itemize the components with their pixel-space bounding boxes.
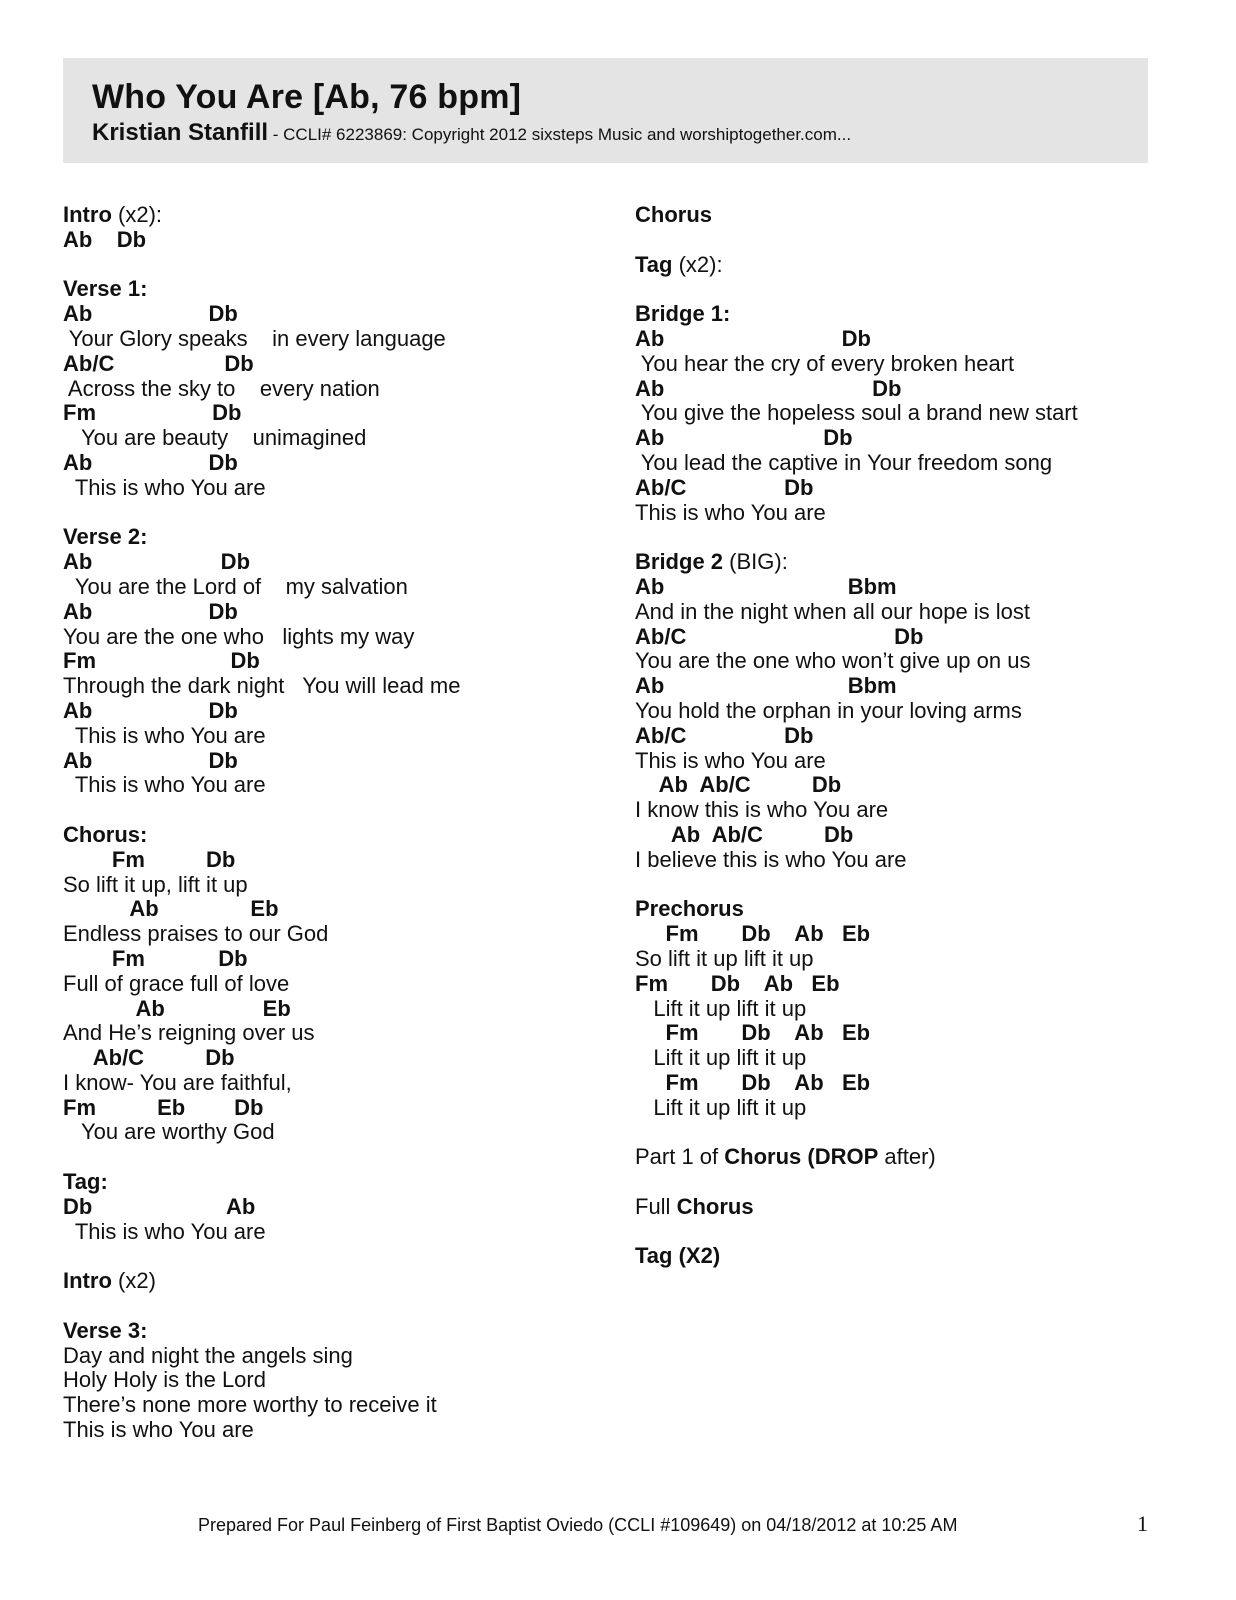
lyric-text: You lead the captive in Your freedom song xyxy=(635,449,1053,475)
chord-or-heading-text: Chorus xyxy=(676,1193,754,1219)
prepared-for-text: Prepared For Paul Feinberg of First Baptist Oviedo (CCLI #109649) on 04/18/2012 at 10:25 AM xyxy=(198,1515,958,1535)
lyric-text: This is who You are xyxy=(63,722,266,748)
chord-or-heading-text: Fm Db Ab Eb xyxy=(635,970,840,996)
lyric-text: You are the one who lights my way xyxy=(63,623,415,649)
chart-line xyxy=(63,947,603,972)
lyric-text: Across the sky to every nation xyxy=(63,375,380,401)
lyric-text: There’s none more worthy to receive it xyxy=(63,1392,437,1418)
lyric-text: (x2) xyxy=(111,1268,156,1294)
lyric-text: (x2): xyxy=(672,251,723,277)
chord-or-heading-text: Intro xyxy=(63,1268,112,1294)
lyric-text: I know this is who You are xyxy=(635,797,889,823)
chord-or-heading-text: Ab/C Db xyxy=(635,623,924,649)
chart-line xyxy=(63,897,603,922)
chord-or-heading-text: Verse 3: xyxy=(63,1317,148,1343)
chart-line xyxy=(635,1096,1195,1121)
chord-or-heading-text: Ab/C Db xyxy=(635,474,814,500)
chart-line xyxy=(63,823,603,848)
ccli-copyright: - CCLI# 6223869: Copyright 2012 sixsteps Music and worshiptogether.com... xyxy=(268,125,852,144)
chart-line xyxy=(635,749,1195,774)
chart-line xyxy=(635,1046,1195,1071)
chart-line xyxy=(63,1046,603,1071)
chart-line xyxy=(635,401,1195,426)
chart-line xyxy=(63,724,603,749)
chord-or-heading-text: Fm Eb Db xyxy=(63,1094,264,1120)
chart-line xyxy=(635,426,1195,451)
chart-line xyxy=(63,1021,603,1046)
chart-line xyxy=(635,922,1195,947)
lyric-text: Endless praises to our God xyxy=(63,921,329,947)
chart-line xyxy=(63,426,603,451)
chord-or-heading-text: Ab Eb xyxy=(63,995,291,1021)
lyric-text: You hold the orphan in your loving arms xyxy=(635,697,1022,723)
chart-line xyxy=(63,773,603,798)
chord-or-heading-text: Verse 2: xyxy=(63,524,148,550)
chart-line xyxy=(635,1195,1195,1220)
chord-or-heading-text: Bridge 1: xyxy=(635,301,731,327)
lyric-text: Lift it up lift it up xyxy=(635,1045,807,1071)
song-section xyxy=(635,1244,1195,1269)
chord-or-heading-text: Ab Bbm xyxy=(635,673,897,699)
chart-line xyxy=(63,1368,603,1393)
chart-line xyxy=(635,476,1195,501)
chord-or-heading-text: Ab Eb xyxy=(63,896,279,922)
chart-line xyxy=(635,674,1195,699)
song-section xyxy=(635,302,1195,525)
lyric-text: So lift it up, lift it up xyxy=(63,871,248,897)
chord-or-heading-text: Fm Db Ab Eb xyxy=(635,1069,871,1095)
lyric-text: Through the dark night You will lead me xyxy=(63,673,461,699)
chart-line xyxy=(63,649,603,674)
lyric-text: Lift it up lift it up xyxy=(635,995,807,1021)
chart-line xyxy=(635,1071,1195,1096)
song-author: Kristian Stanfill xyxy=(92,119,269,146)
chart-line xyxy=(635,972,1195,997)
chart-line xyxy=(63,997,603,1022)
chord-or-heading-text: Ab Db xyxy=(63,747,238,773)
chart-line xyxy=(635,625,1195,650)
chord-or-heading-text: Ab Db xyxy=(635,425,853,451)
lyric-text: This is who You are xyxy=(63,772,266,798)
chart-line xyxy=(63,600,603,625)
chord-or-heading-text: Prechorus xyxy=(635,896,744,922)
song-section xyxy=(635,253,1195,278)
chart-line xyxy=(63,327,603,352)
lyric-text: Lift it up lift it up xyxy=(635,1094,807,1120)
chart-line xyxy=(63,1344,603,1369)
lyric-text: This is who You are xyxy=(63,1218,266,1244)
chart-line xyxy=(63,625,603,650)
chart-line xyxy=(63,922,603,947)
chart-line xyxy=(63,749,603,774)
chord-or-heading-text: Tag (X2) xyxy=(635,1243,721,1269)
chart-line xyxy=(635,649,1195,674)
song-section xyxy=(635,203,1195,228)
lyric-text: Part 1 of xyxy=(635,1144,725,1170)
song-section xyxy=(63,525,603,798)
lyric-text: And He’s reigning over us xyxy=(63,1020,315,1046)
lyric-text: You give the hopeless soul a brand new start xyxy=(635,400,1078,426)
chord-or-heading-text: Ab Ab/C Db xyxy=(635,772,842,798)
chord-or-heading-text: Tag xyxy=(635,251,673,277)
chart-line xyxy=(63,302,603,327)
chart-line xyxy=(635,451,1195,476)
chart-line xyxy=(635,352,1195,377)
lyric-text: Your Glory speaks in every language xyxy=(63,325,446,351)
chart-line xyxy=(63,451,603,476)
chart-line xyxy=(635,897,1195,922)
chart-line xyxy=(635,997,1195,1022)
chart-line xyxy=(63,575,603,600)
chart-line xyxy=(635,798,1195,823)
chart-line xyxy=(635,947,1195,972)
song-section xyxy=(635,1145,1195,1170)
chart-line xyxy=(635,253,1195,278)
chart-line xyxy=(635,699,1195,724)
lyric-text: Day and night the angels sing xyxy=(63,1342,353,1368)
chart-line xyxy=(635,550,1195,575)
lyric-text: after) xyxy=(878,1144,936,1170)
song-section xyxy=(63,823,603,1145)
lyric-text: I believe this is who You are xyxy=(635,846,907,872)
chart-line xyxy=(63,476,603,501)
chart-line xyxy=(635,1244,1195,1269)
chart-line xyxy=(63,277,603,302)
song-header xyxy=(63,58,1148,163)
lyric-text: Full xyxy=(635,1193,677,1219)
chart-line xyxy=(635,327,1195,352)
song-section xyxy=(63,277,603,500)
chart-line xyxy=(63,1170,603,1195)
chord-chart-left-column xyxy=(63,203,603,1468)
chord-or-heading-text: Tag: xyxy=(63,1169,108,1195)
lyric-text: And in the night when all our hope is lost xyxy=(635,598,1031,624)
lyric-text: This is who You are xyxy=(635,747,826,773)
chord-or-heading-text: Fm Db xyxy=(63,846,236,872)
lyric-text: So lift it up lift it up xyxy=(635,945,814,971)
song-section xyxy=(635,1195,1195,1220)
lyric-text: This is who You are xyxy=(635,499,826,525)
chart-line xyxy=(63,401,603,426)
chord-or-heading-text: Ab Db xyxy=(63,549,251,575)
lyric-text: Full of grace full of love xyxy=(63,970,290,996)
chart-line xyxy=(63,550,603,575)
chord-or-heading-text: Fm Db Ab Eb xyxy=(635,921,871,947)
chart-line xyxy=(635,575,1195,600)
chart-line xyxy=(63,525,603,550)
chart-line xyxy=(63,228,603,253)
chord-or-heading-text: Fm Db xyxy=(63,648,260,674)
chart-line xyxy=(63,1418,603,1443)
chart-line xyxy=(635,773,1195,798)
chord-or-heading-text: Ab/C Db xyxy=(635,722,814,748)
lyric-text: You are the one who won’t give up on us xyxy=(635,648,1031,674)
song-credits xyxy=(92,119,851,147)
chart-line xyxy=(635,203,1195,228)
chart-line xyxy=(63,1096,603,1121)
chart-line xyxy=(635,302,1195,327)
chart-line xyxy=(63,1071,603,1096)
chord-or-heading-text: Ab Db xyxy=(63,301,238,327)
chord-or-heading-text: Ab Db xyxy=(63,598,238,624)
chart-line xyxy=(635,600,1195,625)
song-section xyxy=(635,550,1195,872)
chord-or-heading-text: Intro xyxy=(63,202,112,227)
chart-line xyxy=(635,377,1195,402)
chord-or-heading-text: Verse 1: xyxy=(63,276,148,302)
song-section xyxy=(63,1170,603,1244)
lyric-text: This is who You are xyxy=(63,474,266,500)
chart-line xyxy=(63,1195,603,1220)
chart-line xyxy=(63,1319,603,1344)
chart-line xyxy=(63,972,603,997)
lyric-text: This is who You are xyxy=(63,1417,254,1443)
chord-or-heading-text: Fm Db xyxy=(63,400,242,426)
song-section xyxy=(63,1319,603,1443)
chord-or-heading-text: Fm Db xyxy=(63,945,248,971)
chart-line xyxy=(635,1021,1195,1046)
lyric-text: You hear the cry of every broken heart xyxy=(635,350,1015,376)
chord-chart-right-column xyxy=(635,203,1195,1294)
chord-or-heading-text: Ab Bbm xyxy=(635,573,897,599)
chart-line xyxy=(635,823,1195,848)
chord-or-heading-text: Ab Db xyxy=(63,226,147,252)
song-section xyxy=(63,203,603,253)
lyric-text: You are beauty unimagined xyxy=(63,425,367,451)
chart-line xyxy=(63,352,603,377)
chord-or-heading-text: Db Ab xyxy=(63,1193,256,1219)
chord-or-heading-text: Chorus xyxy=(635,202,712,227)
chart-line xyxy=(63,1220,603,1245)
page-number: 1 xyxy=(1137,1511,1148,1536)
chart-line xyxy=(635,848,1195,873)
chord-or-heading-text: Ab/C Db xyxy=(63,350,254,376)
chord-or-heading-text: Chorus (DROP xyxy=(724,1144,879,1170)
chord-or-heading-text: Ab Db xyxy=(63,449,238,475)
chart-line xyxy=(635,501,1195,526)
chart-line xyxy=(63,1393,603,1418)
chord-or-heading-text: Ab Db xyxy=(635,375,902,401)
chart-line xyxy=(63,377,603,402)
lyric-text: Holy Holy is the Lord xyxy=(63,1367,266,1393)
song-section xyxy=(635,897,1195,1120)
chord-or-heading-text: Bridge 2 xyxy=(635,549,724,575)
chart-line xyxy=(63,1120,603,1145)
chord-or-heading-text: Ab/C Db xyxy=(63,1045,235,1071)
chart-line xyxy=(63,848,603,873)
lyric-text: (BIG): xyxy=(723,549,788,575)
chord-or-heading-text: Ab Db xyxy=(63,697,238,723)
chart-line xyxy=(63,699,603,724)
chart-line xyxy=(63,1269,603,1294)
lyric-text: (x2): xyxy=(111,202,163,227)
chart-line xyxy=(63,674,603,699)
chart-line xyxy=(63,873,603,898)
chord-or-heading-text: Ab Ab/C Db xyxy=(635,821,854,847)
chart-line xyxy=(635,1145,1195,1170)
chart-line xyxy=(63,203,603,228)
chord-or-heading-text: Chorus: xyxy=(63,821,148,847)
chord-or-heading-text: Ab Db xyxy=(635,325,871,351)
song-title: Who You Are [Ab, 76 bpm] xyxy=(92,78,522,116)
chord-or-heading-text: Fm Db Ab Eb xyxy=(635,1020,871,1046)
lyric-text: I know- You are faithful, xyxy=(63,1069,292,1095)
lyric-text: You are the Lord of my salvation xyxy=(63,573,408,599)
lyric-text: You are worthy God xyxy=(63,1119,275,1145)
chart-line xyxy=(635,724,1195,749)
song-section xyxy=(63,1269,603,1294)
